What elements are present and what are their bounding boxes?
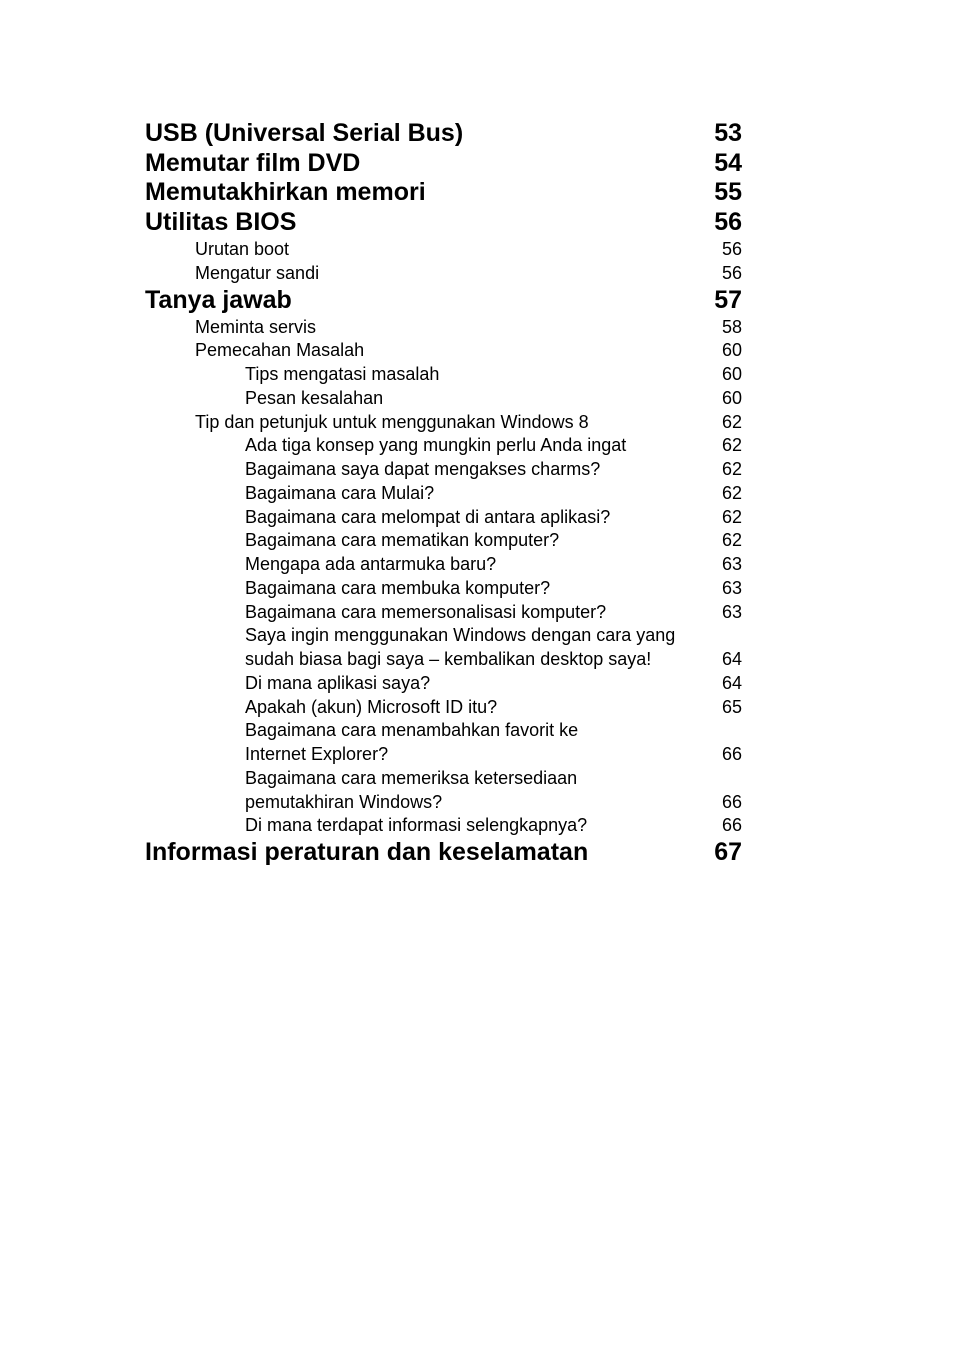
toc-entry-title: Tip dan petunjuk untuk menggunakan Windows 8 xyxy=(195,412,589,432)
toc-entry-title: Bagaimana cara Mulai? xyxy=(245,483,435,503)
toc-page-number: 62 xyxy=(721,412,742,432)
toc-page-number: 65 xyxy=(721,697,742,717)
toc-page-number: 62 xyxy=(721,507,742,527)
toc-page-number: 56 xyxy=(721,263,742,283)
toc-page-number: 66 xyxy=(721,792,742,812)
toc-page-number: 54 xyxy=(714,149,742,177)
toc-entry-title: Bagaimana cara menambahkan favorit ke xyxy=(245,720,579,740)
toc-page-number: 60 xyxy=(721,388,742,408)
toc-entry-title: Bagaimana cara memersonalisasi komputer? xyxy=(245,602,607,622)
toc-page-number: 55 xyxy=(714,178,742,206)
toc-entry-title: Memutakhirkan memori xyxy=(145,178,426,206)
toc-entry-title: Tanya jawab xyxy=(145,286,292,314)
toc-entry-title: Urutan boot xyxy=(195,239,290,259)
toc-page-number: 53 xyxy=(714,119,742,147)
toc-page-number: 56 xyxy=(714,208,742,236)
toc-entry-title: Di mana terdapat informasi selengkapnya? xyxy=(245,815,588,835)
toc-page-number: 64 xyxy=(721,673,742,693)
toc-entry-title: Ada tiga konsep yang mungkin perlu Anda ingat xyxy=(245,435,627,455)
toc-page-number: 63 xyxy=(721,554,742,574)
toc-entry-title: USB (Universal Serial Bus) xyxy=(145,119,464,147)
toc-page-number: 57 xyxy=(714,286,742,314)
toc-entry-title: Tips mengatasi masalah xyxy=(245,364,440,384)
toc-entry-title: Pesan kesalahan xyxy=(245,388,384,408)
toc-page-number: 66 xyxy=(721,744,742,764)
toc-page-number: 62 xyxy=(721,435,742,455)
toc-entry-title: Mengapa ada antarmuka baru? xyxy=(245,554,497,574)
toc-entry-title: Meminta servis xyxy=(195,317,317,337)
toc-entry-title: Bagaimana cara memeriksa ketersediaan xyxy=(245,768,578,788)
toc-page-number: 63 xyxy=(721,602,742,622)
toc-page-number: 67 xyxy=(714,838,742,866)
toc-page-number: 56 xyxy=(721,239,742,259)
toc-entry-title: Bagaimana cara mematikan komputer? xyxy=(245,530,560,550)
toc-page-number: 62 xyxy=(721,459,742,479)
toc-entry-title: sudah biasa bagi saya – kembalikan desktop saya! xyxy=(245,649,652,669)
toc-entry-title: Memutar film DVD xyxy=(145,149,361,177)
toc-page-number: 58 xyxy=(721,317,742,337)
toc-entry-title: pemutakhiran Windows? xyxy=(245,792,443,812)
toc-page-number: 62 xyxy=(721,483,742,503)
toc-page-number: 66 xyxy=(721,815,742,835)
toc-entry-title: Di mana aplikasi saya? xyxy=(245,673,431,693)
toc-entry-title: Informasi peraturan dan keselamatan xyxy=(145,838,589,866)
toc-entry-title: Bagaimana cara melompat di antara aplikasi? xyxy=(245,507,611,527)
toc-entry-title: Pemecahan Masalah xyxy=(195,340,365,360)
toc-page-number: 63 xyxy=(721,578,742,598)
toc-page-number: 64 xyxy=(721,649,742,669)
toc-page-number: 60 xyxy=(721,340,742,360)
toc-page-number: 62 xyxy=(721,530,742,550)
toc-entry-title: Bagaimana saya dapat mengakses charms? xyxy=(245,459,601,479)
toc-entry-title: Utilitas BIOS xyxy=(145,208,297,236)
toc-entry-title: Saya ingin menggunakan Windows dengan cara yang xyxy=(245,625,676,645)
toc-entry-title: Bagaimana cara membuka komputer? xyxy=(245,578,551,598)
toc-entry-title: Internet Explorer? xyxy=(245,744,389,764)
toc-entry-title: Apakah (akun) Microsoft ID itu? xyxy=(245,697,498,717)
toc-page-number: 60 xyxy=(721,364,742,384)
toc-entry-title: Mengatur sandi xyxy=(195,263,320,283)
